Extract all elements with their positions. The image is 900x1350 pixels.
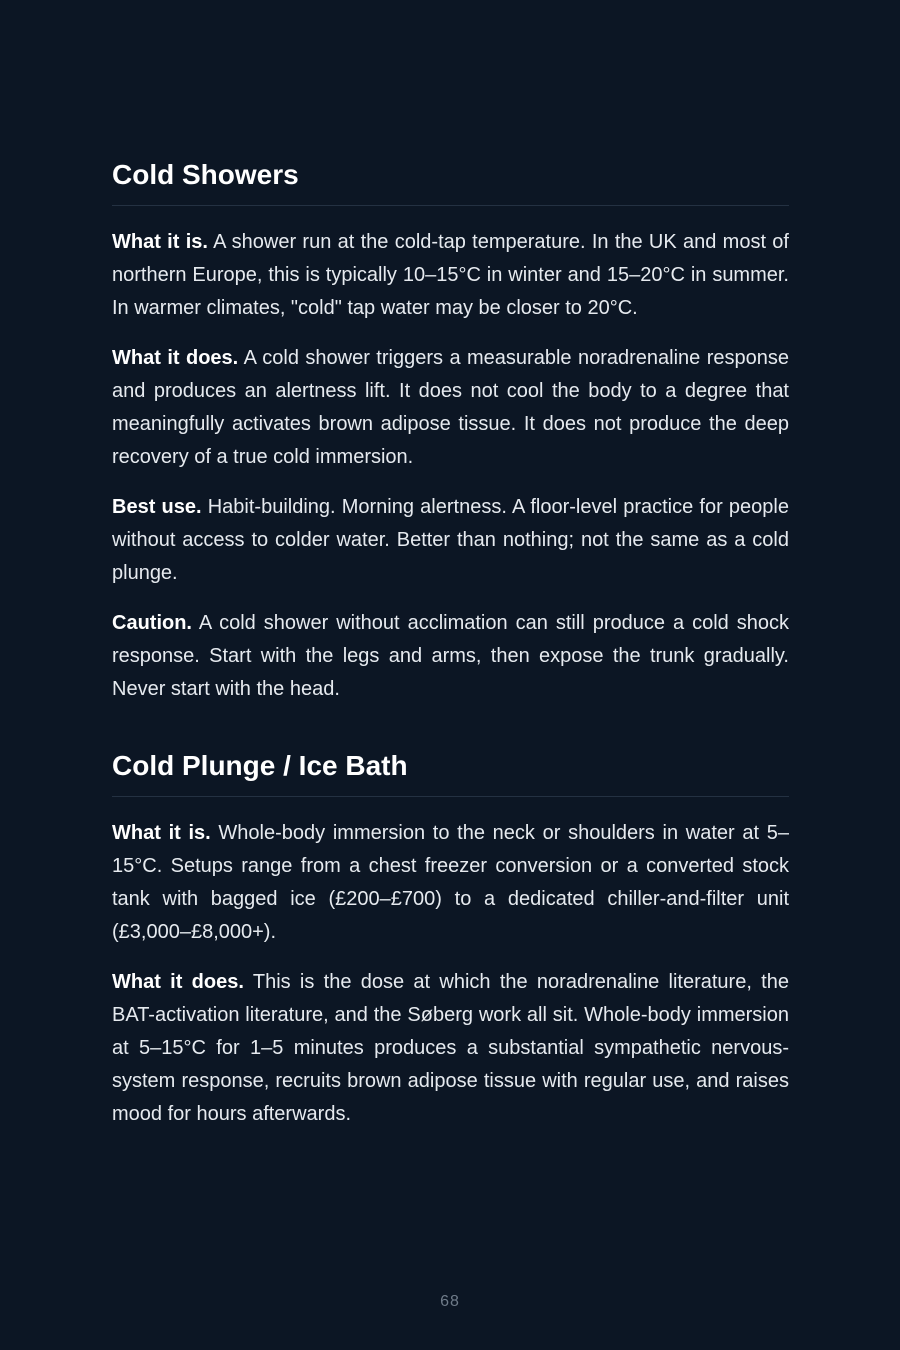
page-number: 68 xyxy=(440,1293,460,1310)
paragraph-text: A shower run at the cold-tap temperature. In the UK and most of northern Europe, this is typically 10–15°C in winter and 15–20°C in summer. In warmer climates, "cold" tap water may be closer to 20°C. xyxy=(112,231,789,319)
paragraph-what-it-is xyxy=(112,817,789,949)
paragraph-text: Habit-building. Morning alertness. A floor-level practice for people without access to colder water. Better than nothing; not the same as a cold plunge. xyxy=(112,496,789,584)
paragraph-lead: Caution. xyxy=(112,612,192,634)
section-cold-showers xyxy=(112,156,789,706)
paragraph-lead: Best use. xyxy=(112,496,202,518)
page-body xyxy=(112,156,789,1131)
paragraph-best-use xyxy=(112,491,789,590)
paragraph-lead: What it does. xyxy=(112,971,244,993)
paragraph-text: A cold shower without acclimation can still produce a cold shock response. Start with the legs and arms, then expose the trunk gradually. Never start with the head. xyxy=(112,612,789,700)
section-title: Cold Plunge / Ice Bath xyxy=(112,747,789,797)
paragraph-what-it-is xyxy=(112,226,789,325)
paragraph-caution xyxy=(112,607,789,706)
paragraph-what-it-does xyxy=(112,966,789,1131)
paragraph-text: A cold shower triggers a measurable noradrenaline response and produces an alertness lift. It does not cool the body to a degree that meaningfully activates brown adipose tissue. It does not produce the deep recovery of a true cold immersion. xyxy=(112,347,789,468)
paragraph-what-it-does xyxy=(112,342,789,474)
paragraph-text: Whole-body immersion to the neck or shoulders in water at 5–15°C. Setups range from a chest freezer conversion or a converted stock tank with bagged ice (£200–£700) to a dedicated chiller-and-filter unit (£3,000–£8,000+). xyxy=(112,822,789,943)
section-title: Cold Showers xyxy=(112,156,789,206)
paragraph-lead: What it is. xyxy=(112,231,208,253)
paragraph-lead: What it does. xyxy=(112,347,239,369)
section-cold-plunge xyxy=(112,747,789,1131)
paragraph-text: This is the dose at which the noradrenaline literature, the BAT-activation literature, and the Søberg work all sit. Whole-body immersion at 5–15°C for 1–5 minutes produces a substantial sympathetic nervous-system response, recruits brown adipose tissue with regular use, and raises mood for hours afterwards. xyxy=(112,971,789,1125)
paragraph-lead: What it is. xyxy=(112,822,211,844)
